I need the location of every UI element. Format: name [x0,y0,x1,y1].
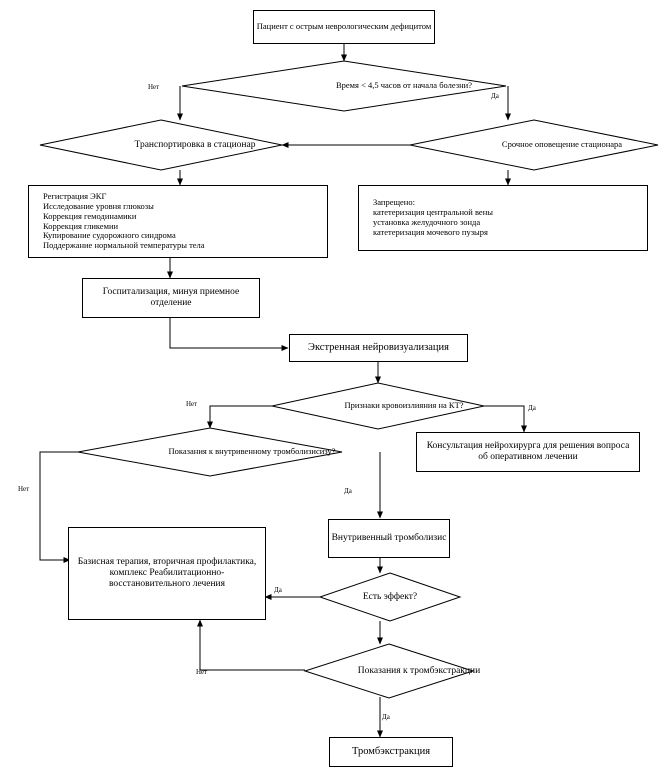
edge-label-time-yes: Да [491,92,499,100]
node-hospitalization-label: Госпитализация, минуя приемное отделение [102,287,240,308]
edge-label-thrombolysis-yes: Да [344,487,352,495]
forbidden-line: Запрещено: [373,197,415,208]
measure-line: Коррекция гемодинамики [43,210,137,221]
node-neuroimaging-label: Экстренная нейровизуализация [308,341,449,353]
edge-label-time-no: Нет [148,83,160,91]
node-hemorrhage-check [272,383,484,429]
node-effect-check-label: Есть эффект? [362,591,418,602]
node-neurosurgeon-label: Консультация нейрохирурга для решения вопроса об оперативном лечении [426,441,630,462]
node-forbidden [358,185,648,251]
node-thrombectomy [329,737,453,767]
forbidden-line: катетеризация мочевого пузыря [373,226,488,237]
node-iv-thrombolysis-label: Внутривенный тромболизис [331,533,447,544]
measure-line: Поддержание нормальной температуры тела [43,240,205,251]
node-neuroimaging [289,334,468,362]
forbidden-line: катетеризация центральной вены [373,207,493,218]
edge-label-hemorrhage-no: Нет [186,400,198,408]
edge-label-thrombolysis-no: Нет [18,485,30,493]
node-measures-lines [29,192,205,251]
node-thrombolysis-check [78,428,342,476]
node-thrombectomy-check-label: Показания к тромбэкстракции [357,665,481,676]
node-basic-therapy-label: Базисная терапия, вторичная профилактика, комплекс Реабилитационно-восстановительного лечения [77,557,257,589]
edge-label-effect-yes: Да [274,586,282,594]
node-patient [253,10,435,44]
node-urgent-notify [410,120,658,170]
node-forbidden-lines [359,198,493,237]
node-thrombectomy-label: Тромбэкстракция [351,745,431,757]
node-thrombolysis-check-label: Показания к внутривенному тромболизисизу? [168,446,336,457]
node-transport [40,120,282,170]
measure-line: Исследование уровня глюкозы [43,200,154,211]
node-time-check-label: Время < 4,5 часов от начала болезни? [335,80,472,91]
node-measures [28,185,328,258]
node-neurosurgeon [416,432,640,472]
node-hemorrhage-check-label: Признаки кровоизлияния на КТ? [344,400,464,411]
measure-line: Регистрация ЭКГ [43,191,107,202]
node-effect-check [320,573,460,621]
edge-label-thrombectomy-yes: Да [382,713,390,721]
node-hospitalization [82,278,260,318]
node-iv-thrombolysis [328,519,450,558]
node-patient-label: Пациент с острым неврологическим дефицитом [256,21,432,32]
measure-line: Купирование судорожного синдрома [43,230,176,241]
node-basic-therapy [68,527,266,620]
forbidden-line: установка желудочного зонда [373,217,481,227]
node-transport-label: Транспортировка в стационар [134,139,256,150]
measure-line: Коррекция гликемии [43,220,119,231]
node-thrombectomy-check [305,644,481,698]
edge-label-thrombectomy-no: Нет [196,668,208,676]
edge-label-hemorrhage-yes: Да [528,404,536,412]
node-urgent-notify-label: Срочное оповещение стационара [501,139,623,150]
node-time-check [182,61,506,111]
